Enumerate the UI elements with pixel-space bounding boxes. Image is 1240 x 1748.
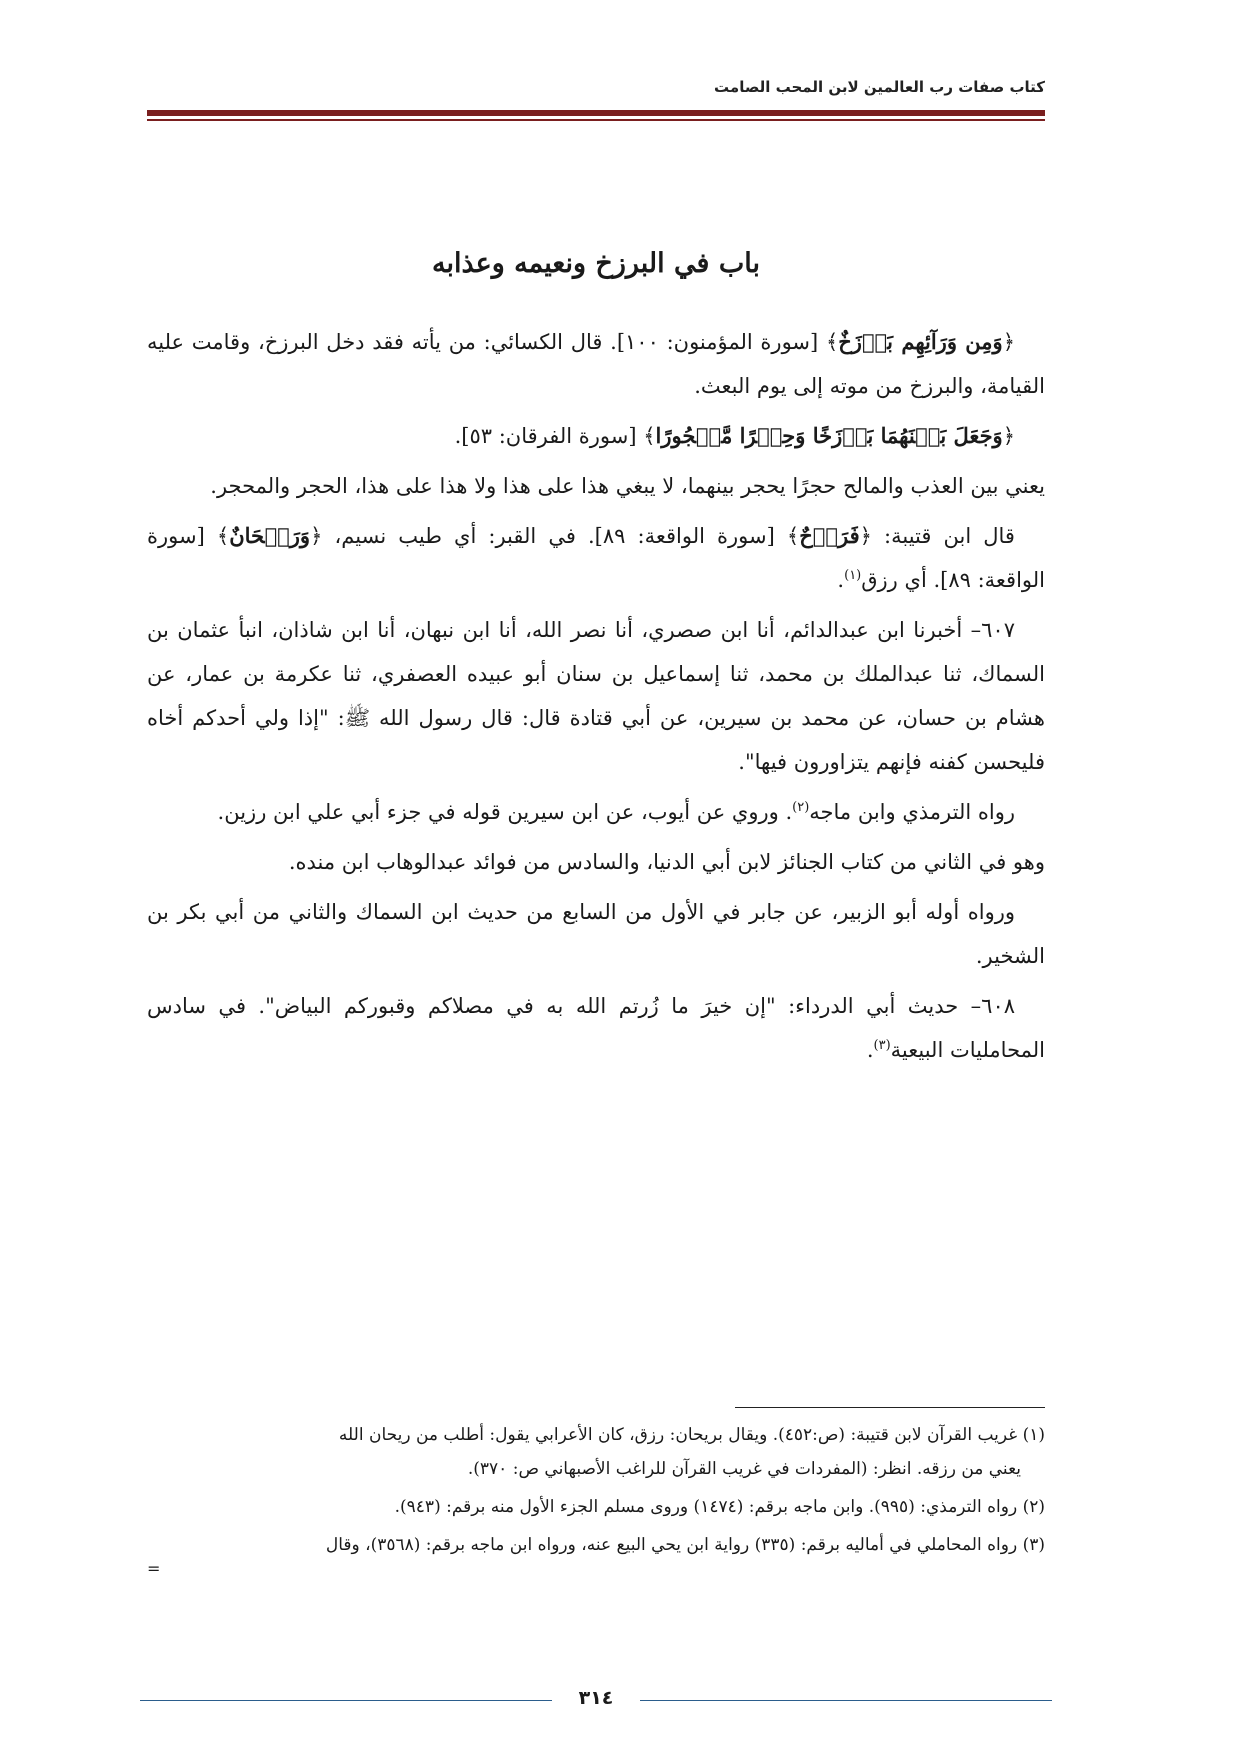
footnote-ref[interactable]: (٢): [792, 800, 810, 815]
paragraph-text: [سورة المؤمنون: ١٠٠]. قال الكسائي: من يأته فقد دخل البرزخ، وقامت عليه القيامة، والبرزخ من موته إلى يوم البعث.: [147, 330, 1045, 398]
header-rule-thin: [147, 119, 1045, 121]
paragraph-explanation: يعني بين العذب والمالح حجرًا يحجر بينهما، لا يبغي هذا على هذا ولا هذا على هذا، الحجر والمحجر.: [210, 474, 1045, 498]
chapter-title: باب في البرزخ ونعيمه وعذابه: [431, 248, 761, 279]
paragraph-abu-zubayr: ورواه أوله أبو الزبير، عن جابر في الأول من السابع من حديث ابن السماك والثاني من أبي بكر بن الشخير.: [147, 900, 1045, 968]
paragraph-verse-barzakh: [147, 320, 1045, 408]
paragraph-verse-furqan: [147, 414, 1045, 458]
quran-verse: [643, 423, 1015, 448]
header-rule: [147, 110, 1045, 116]
paragraph-text: [سورة الواقعة: ٨٩]. في القبر: أي طيب نسيم،: [322, 524, 787, 548]
verse-close-bracket: ﴾: [825, 330, 839, 354]
paragraph-ibn-qutaybah: [147, 514, 1045, 602]
footnote-separator: [735, 1407, 1045, 1408]
footnotes: [147, 1418, 1045, 1576]
footnote-1-line-2: يعني من رزقه. انظر: (المفردات في غريب القرآن للراغب الأصبهاني ص: ٣٧٠).: [467, 1459, 1021, 1479]
paragraph-lead: رواه الترمذي وابن ماجه: [809, 800, 1015, 824]
verse-text: وَرَيۡحَانٌ: [229, 523, 311, 548]
verse-text: وَجَعَلَ بَيۡنَهُمَا بَرۡزَخًا وَحِجۡرًا مَّحۡجُورًا: [655, 423, 1003, 448]
footnote-continuation-mark: =: [147, 1559, 161, 1578]
quran-verse: [217, 523, 323, 548]
paragraph-hadith-607: ٦٠٧– أخبرنا ابن عبدالدائم، أنا ابن صصري، أنا نصر الله، أنا ابن نبهان، أنا ابن شاذان، انبأ عثمان بن السماك، ثنا عبدالملك بن محمد، ثنا إسماعيل بن سنان أبو عبيده العصفري، ثنا عكرمة بن عمار، عن هشام بن حسان، عن محمد بن سيرين، عن أبي قتادة قال: قال رسول الله ﷺ: "إذا ولي أحدكم أخاه فليحسن كفنه فإنهم يتزاورون فيها".: [147, 618, 1045, 774]
verse-open-bracket: ﴿: [1002, 424, 1015, 448]
verse-open-bracket: ﴿: [1002, 330, 1015, 354]
running-header-title: كتاب صفات رب العالمين لابن المحب الصامت: [714, 78, 1045, 96]
verse-close-bracket: ﴾: [643, 424, 656, 448]
verse-close-bracket: ﴾: [786, 524, 800, 548]
footnote-1: [147, 1418, 1045, 1486]
verse-open-bracket: ﴿: [859, 524, 872, 548]
quran-verse: [826, 329, 1015, 354]
page-number: ٣١٤: [578, 1687, 614, 1709]
paragraph-end: .: [866, 1038, 874, 1062]
paragraph-text: [سورة الواقعة: ٨٩]. أي رزق: [147, 524, 1045, 592]
verse-close-bracket: ﴾: [216, 524, 230, 548]
footnote-2: (٢) رواه الترمذي: (٩٩٥). وابن ماجه برقم: (١٤٧٤) وروى مسلم الجزء الأول منه برقم: (٩٤٣).: [394, 1497, 1045, 1517]
footnote-ref[interactable]: (٣): [873, 1038, 891, 1053]
paragraph-text: ٦٠٨– حديث أبي الدرداء: "إن خيرَ ما زُرتم الله به في مصلاكم وقبوركم البياض". في سادس المحامليات البيعية: [147, 994, 1045, 1062]
verse-open-bracket: ﴿: [310, 524, 323, 548]
footer-rule-right: [640, 1700, 1052, 1701]
verse-reference: [سورة الفرقان: ٥٣].: [454, 424, 644, 448]
paragraph-janaiz: وهو في الثاني من كتاب الجنائز لابن أبي الدنيا، والسادس من فوائد عبدالوهاب ابن منده.: [288, 850, 1045, 874]
footnote-3: (٣) رواه المحاملي في أماليه برقم: (٣٣٥) رواية ابن يحي البيع عنه، ورواه ابن ماجه برقم: (٣٥٦٨)، وقال: [325, 1535, 1045, 1555]
footnote-1-line-1: (١) غريب القرآن لابن قتيبة: (ص:٤٥٢). ويقال بريحان: رزق، كان الأعرابي يقول: أطلب من ريحان الله: [338, 1425, 1045, 1445]
paragraph-tirmidhi: [147, 790, 1045, 834]
quran-verse: [787, 523, 872, 548]
paragraph-lead: قال ابن قتيبة:: [871, 524, 1015, 548]
verse-text: وَمِن وَرَآئِهِم بَرۡزَخٌ: [838, 329, 1003, 354]
main-text: [147, 320, 1045, 1078]
paragraph-end: .: [837, 568, 845, 592]
paragraph-text: . وروي عن أيوب، عن ابن سيرين قوله في جزء أبي علي ابن رزين.: [217, 800, 793, 824]
paragraph-hadith-608: [147, 984, 1045, 1072]
footer-rule-left: [140, 1700, 552, 1701]
footnote-ref[interactable]: (١): [844, 568, 862, 583]
verse-text: فَرَوۡحٌ: [799, 523, 860, 548]
